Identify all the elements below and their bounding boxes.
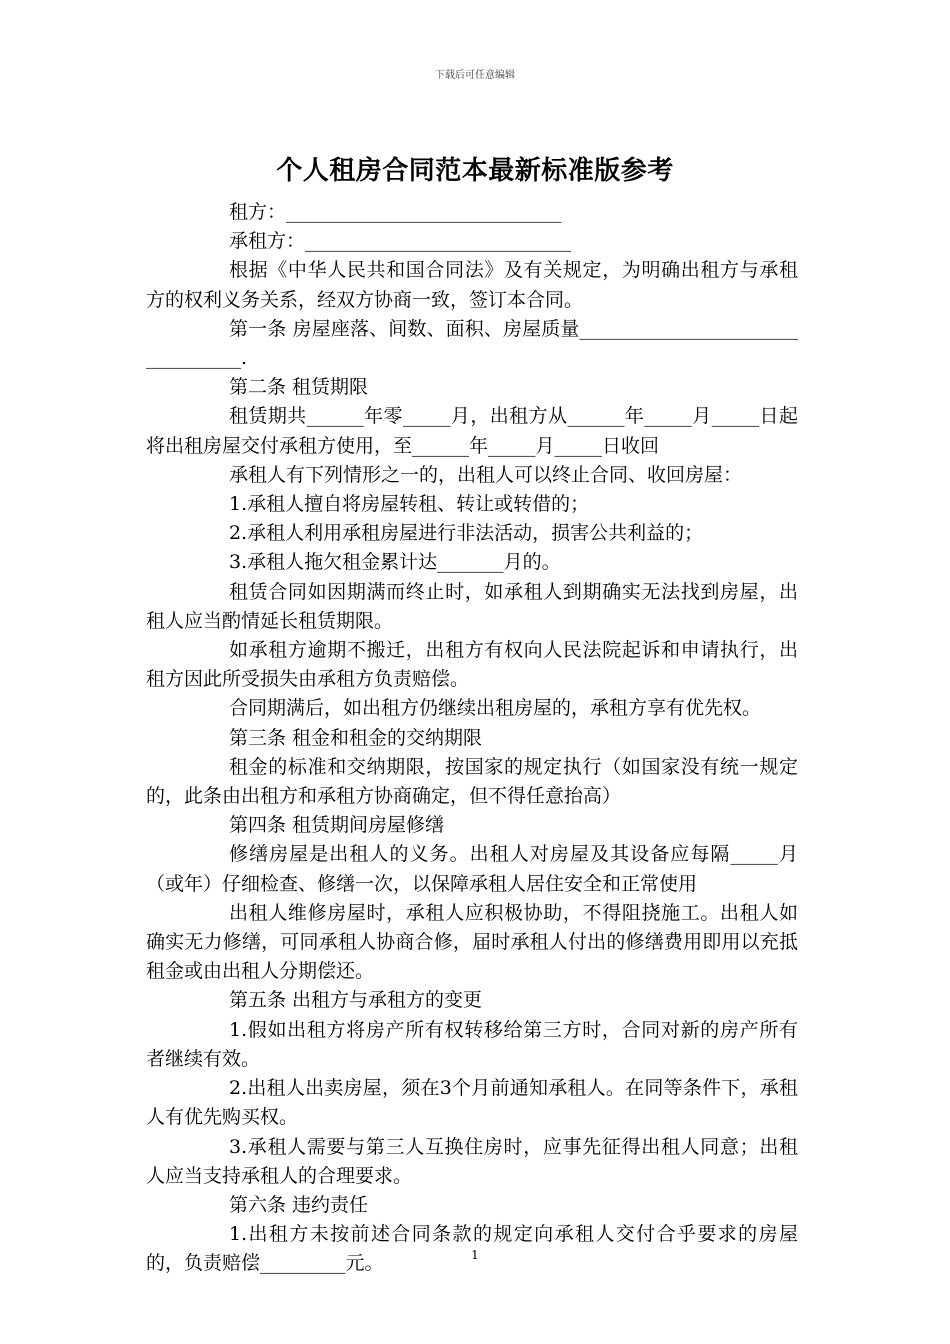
article-6-heading: 第六条 违约责任 — [229, 1193, 369, 1216]
preamble-paragraph: 根据《中华人民共和国合同法》及有关规定，为明确出租方与承租方的权利义务关系，经双方协商一致，签订本合同。 — [146, 259, 798, 311]
termination-item-3: 3.承租人拖欠租金累计达_______月的。 — [229, 551, 561, 574]
tenant-line: 承租方：____________________________ — [229, 230, 572, 253]
change-item-2: 2.出租人出卖房屋，须在3个月前通知承租人。在同等条件下，承租人有优先购买权。 — [146, 1077, 798, 1129]
article-2-heading: 第二条 租赁期限 — [229, 376, 369, 399]
change-item-3: 3.承租人需要与第三人互换住房时，应事先征得出租人同意；出租人应当支持承租人的合理要求。 — [146, 1135, 798, 1187]
priority-right-paragraph: 合同期满后，如出租方仍继续出租房屋的，承租方享有优先权。 — [229, 697, 762, 720]
header-note: 下载后可任意编辑 — [435, 70, 515, 81]
change-item-1: 1.假如出租方将房产所有权转移给第三方时，合同对新的房产所有者继续有效。 — [146, 1018, 798, 1070]
liability-item-1: 1.出租方未按前述合同条款的规定向承租人交付合乎要求的房屋的，负责赔偿_________元。 — [146, 1223, 798, 1275]
article-4-heading: 第四条 租赁期间房屋修缮 — [229, 814, 445, 837]
repair-duty-paragraph: 修缮房屋是出租人的义务。出租人对房屋及其设备应每隔_____月（或年）仔细检查、修缮一次，以保障承租人居住安全和正常使用 — [146, 843, 798, 895]
termination-item-1: 1.承租人擅自将房屋转租、转让或转借的； — [229, 493, 590, 516]
expiry-extension-paragraph: 租赁合同如因期满而终止时，如承租人到期确实无法找到房屋，出租人应当酌情延长租赁期限。 — [146, 580, 798, 632]
page-number: 1 — [471, 1248, 479, 1262]
repair-cooperation-paragraph: 出租人维修房屋时，承租人应积极协助，不得阻挠施工。出租人如确实无力修缮，可同承租人协商合修，届时承租人付出的修缮费用即用以充抵租金或由出租人分期偿还。 — [146, 901, 798, 983]
rent-standard-paragraph: 租金的标准和交纳期限，按国家的规定执行（如国家没有统一规定的，此条由出租方和承租方协商确定，但不得任意抬高） — [146, 755, 798, 808]
contract-body — [146, 198, 798, 1279]
document-title: 个人租房合同范本最新标准版参考 — [276, 156, 674, 187]
article-5-heading: 第五条 出租方与承租方的变更 — [229, 989, 483, 1012]
landlord-line: 租方：_____________________________ — [229, 201, 562, 223]
overdue-moving-paragraph: 如承租方逾期不搬迁，出租方有权向人民法院起诉和申请执行，出租方因此所受损失由承租方负责赔偿。 — [146, 639, 798, 691]
termination-intro-paragraph: 承租人有下列情形之一的，出租人可以终止合同、收回房屋： — [229, 463, 743, 486]
lease-term-paragraph: 租赁期共______年零_____月，出租方从______年_____月_____日起将出租房屋交付承租方使用，至______年_____月_____日收回 — [146, 405, 798, 457]
termination-item-2: 2.承租人利用承租房屋进行非法活动，损害公共利益的； — [229, 522, 704, 545]
article-1-heading: 第一条 房屋座落、间数、面积、房屋质量_________________________________. — [146, 317, 798, 370]
article-3-heading: 第三条 租金和租金的交纳期限 — [229, 726, 483, 749]
